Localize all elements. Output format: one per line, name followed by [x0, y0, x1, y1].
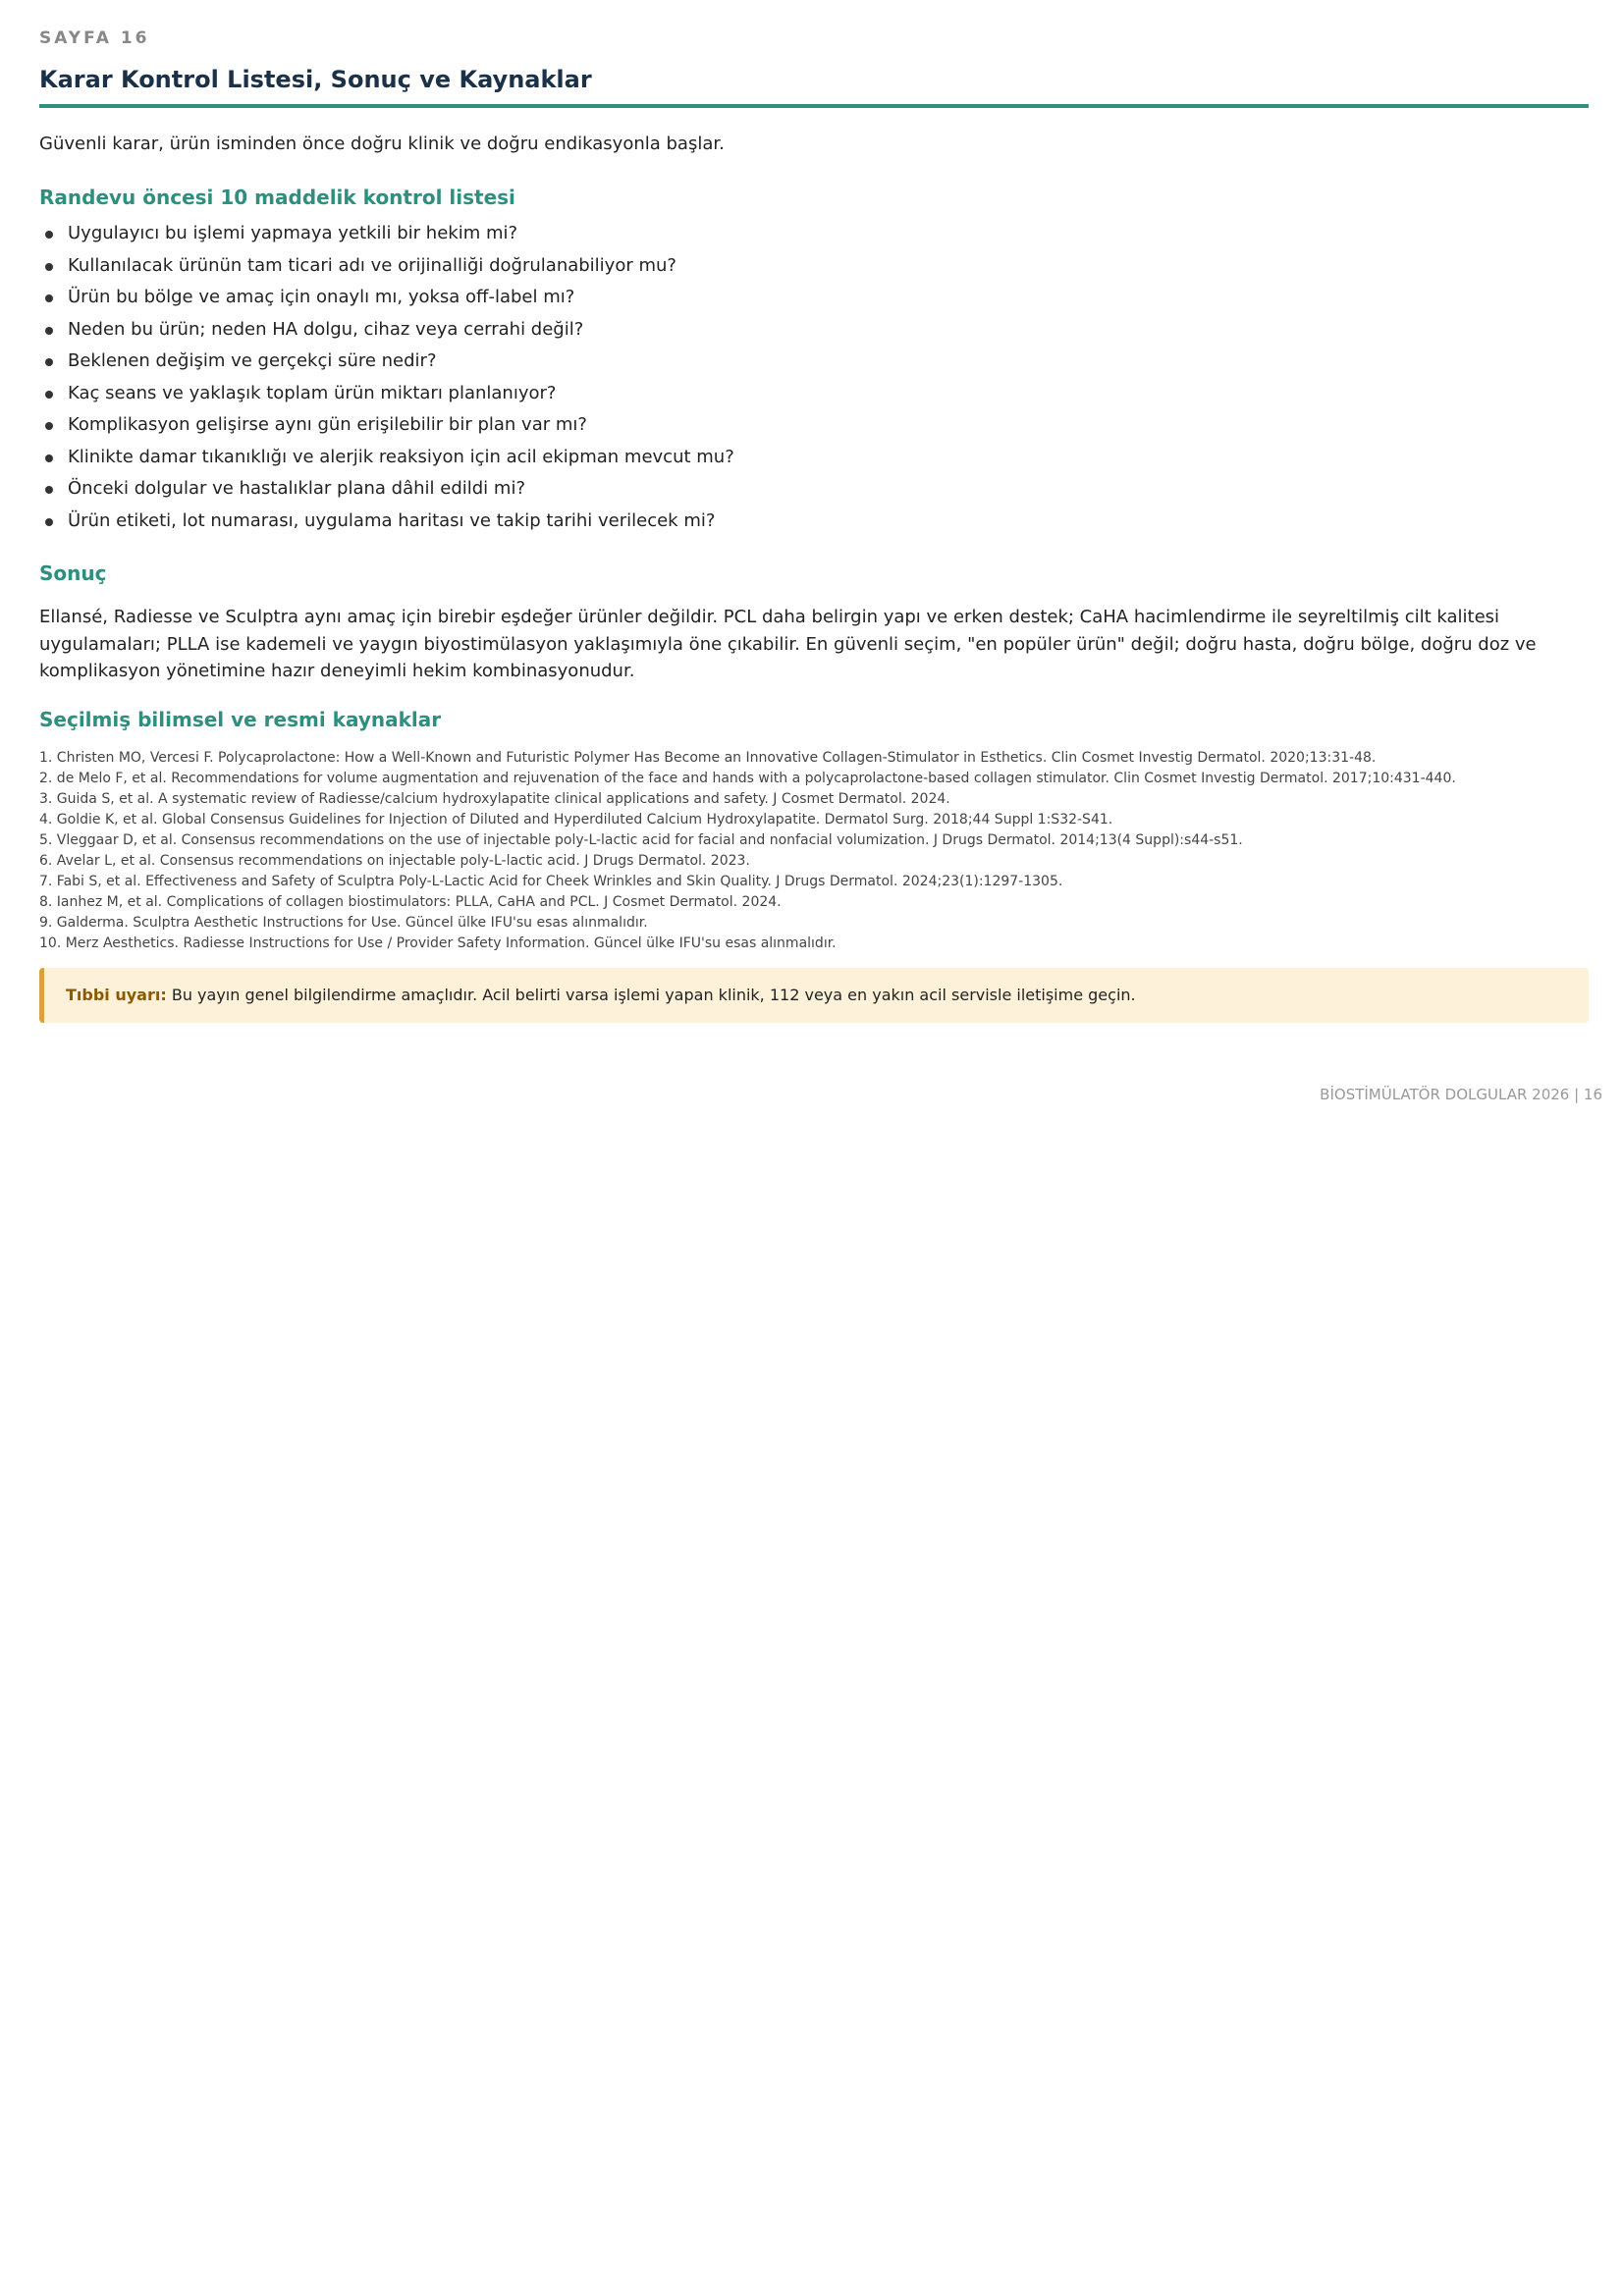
bullet-icon	[45, 518, 53, 526]
checklist-item-text: Klinikte damar tıkanıklığı ve alerjik reaksiyon için acil ekipman mevcut mu?	[68, 446, 734, 467]
intro-paragraph: Güvenli karar, ürün isminden önce doğru klinik ve doğru endikasyonla başlar.	[39, 133, 725, 154]
page-footer: BİOSTİMÜLATÖR DOLGULAR 2026 | 16	[1320, 1086, 1602, 1103]
reference-item: 5. Vleggaar D, et al. Consensus recommendations on the use of injectable poly-L-lactic acid for facial and nonfacial volumization. J Drugs Dermatol. 2014;13(4 Suppl):s44-s51.	[39, 831, 1243, 848]
checklist-item-text: Uygulayıcı bu işlemi yapmaya yetkili bir hekim mi?	[68, 223, 518, 243]
reference-item: 7. Fabi S, et al. Effectiveness and Safety of Sculptra Poly-L-Lactic Acid for Cheek Wrinkles and Skin Quality. J Drugs Dermatol. 2024;23(1):1297-1305.	[39, 873, 1063, 889]
reference-item: 9. Galderma. Sculptra Aesthetic Instructions for Use. Güncel ülke IFU'su esas alınmalıdır.	[39, 914, 648, 931]
checklist-item-text: Önceki dolgular ve hastalıklar plana dâhil edildi mi?	[68, 478, 525, 499]
reference-item: 3. Guida S, et al. A systematic review of Radiesse/calcium hydroxylapatite clinical applications and safety. J Cosmet Dermatol. 2024.	[39, 790, 950, 807]
page-number-kicker: SAYFA 16	[39, 28, 150, 48]
checklist-item	[39, 282, 1589, 314]
checklist-item-text: Kaç seans ve yaklaşık toplam ürün miktarı planlanıyor?	[68, 382, 557, 403]
reference-item: 2. de Melo F, et al. Recommendations for volume augmentation and rejuvenation of the face and hands with a polycaprolactone-based collagen stimulator. Clin Cosmet Investig Dermatol. 2017;10:431-440.	[39, 770, 1456, 786]
bullet-icon	[45, 454, 53, 462]
medical-warning-callout	[39, 968, 1589, 1023]
document-page	[39, 0, 1589, 1023]
reference-item: 8. Ianhez M, et al. Complications of collagen biostimulators: PLLA, CaHA and PCL. J Cosmet Dermatol. 2024.	[39, 893, 782, 910]
bullet-icon	[45, 263, 53, 271]
checklist-item-text: Kullanılacak ürünün tam ticari adı ve orijinalliği doğrulanabiliyor mu?	[68, 254, 676, 276]
bullet-icon	[45, 294, 53, 302]
bullet-icon	[45, 327, 53, 335]
checklist	[39, 218, 1589, 537]
checklist-item	[39, 314, 1589, 347]
checklist-item-text: Neden bu ürün; neden HA dolgu, cihaz veya cerrahi değil?	[68, 318, 584, 340]
bullet-icon	[45, 486, 53, 494]
bullet-icon	[45, 422, 53, 430]
conclusion-heading: Sonuç	[39, 561, 107, 585]
bullet-icon	[45, 231, 53, 239]
references-list	[39, 748, 1589, 954]
bullet-icon	[45, 391, 53, 399]
checklist-item-text: Ürün etiketi, lot numarası, uygulama haritası ve takip tarihi verilecek mi?	[68, 509, 716, 531]
checklist-item	[39, 409, 1589, 442]
bullet-icon	[45, 358, 53, 366]
reference-item: 4. Goldie K, et al. Global Consensus Guidelines for Injection of Diluted and Hyperdiluted Calcium Hydroxylapatite. Dermatol Surg. 2018;44 Suppl 1:S32-S41.	[39, 811, 1113, 828]
references-heading: Seçilmiş bilimsel ve resmi kaynaklar	[39, 707, 442, 731]
checklist-item	[39, 218, 1589, 250]
reference-item: 10. Merz Aesthetics. Radiesse Instructions for Use / Provider Safety Information. Güncel ülke IFU'su esas alınmalıdır.	[39, 934, 837, 951]
checklist-item	[39, 473, 1589, 506]
checklist-item	[39, 506, 1589, 538]
page-title: Karar Kontrol Listesi, Sonuç ve Kaynaklar	[39, 65, 1589, 108]
conclusion-paragraph: Ellansé, Radiesse ve Sculptra aynı amaç için birebir eşdeğer ürünler değildir. PCL daha belirgin yapı ve erken destek; CaHA hacimlendirme ile seyreltilmiş cilt kalitesi uygulamaları; PLLA ise kademeli ve yaygın biyostimülasyon yaklaşımıyla öne çıkabilir. En güvenli seçim, "en popüler ürün" değil; doğru hasta, doğru bölge, doğru doz ve komplikasyon yönetimine hazır deneyimli hekim kombinasyonudur.	[39, 607, 1537, 681]
checklist-item	[39, 378, 1589, 410]
reference-item: 1. Christen MO, Vercesi F. Polycaprolactone: How a Well-Known and Futuristic Polymer Has Become an Innovative Collagen-Stimulator in Esthetics. Clin Cosmet Investig Dermatol. 2020;13:31-48.	[39, 749, 1377, 766]
checklist-item	[39, 442, 1589, 474]
checklist-item	[39, 346, 1589, 378]
warning-text: Bu yayın genel bilgilendirme amaçlıdır. Acil belirti varsa işlemi yapan klinik, 112 veya en yakın acil servisle iletişime geçin.	[171, 985, 1136, 1004]
warning-label: Tıbbi uyarı:	[66, 985, 167, 1004]
checklist-heading: Randevu öncesi 10 maddelik kontrol listesi	[39, 186, 515, 209]
checklist-item	[39, 250, 1589, 283]
checklist-item-text: Ürün bu bölge ve amaç için onaylı mı, yoksa off-label mı?	[68, 287, 575, 307]
checklist-item-text: Beklenen değişim ve gerçekçi süre nedir?	[68, 350, 437, 371]
reference-item: 6. Avelar L, et al. Consensus recommendations on injectable poly-L-lactic acid. J Drugs Dermatol. 2023.	[39, 852, 750, 869]
checklist-item-text: Komplikasyon gelişirse aynı gün erişilebilir bir plan var mı?	[68, 414, 587, 435]
